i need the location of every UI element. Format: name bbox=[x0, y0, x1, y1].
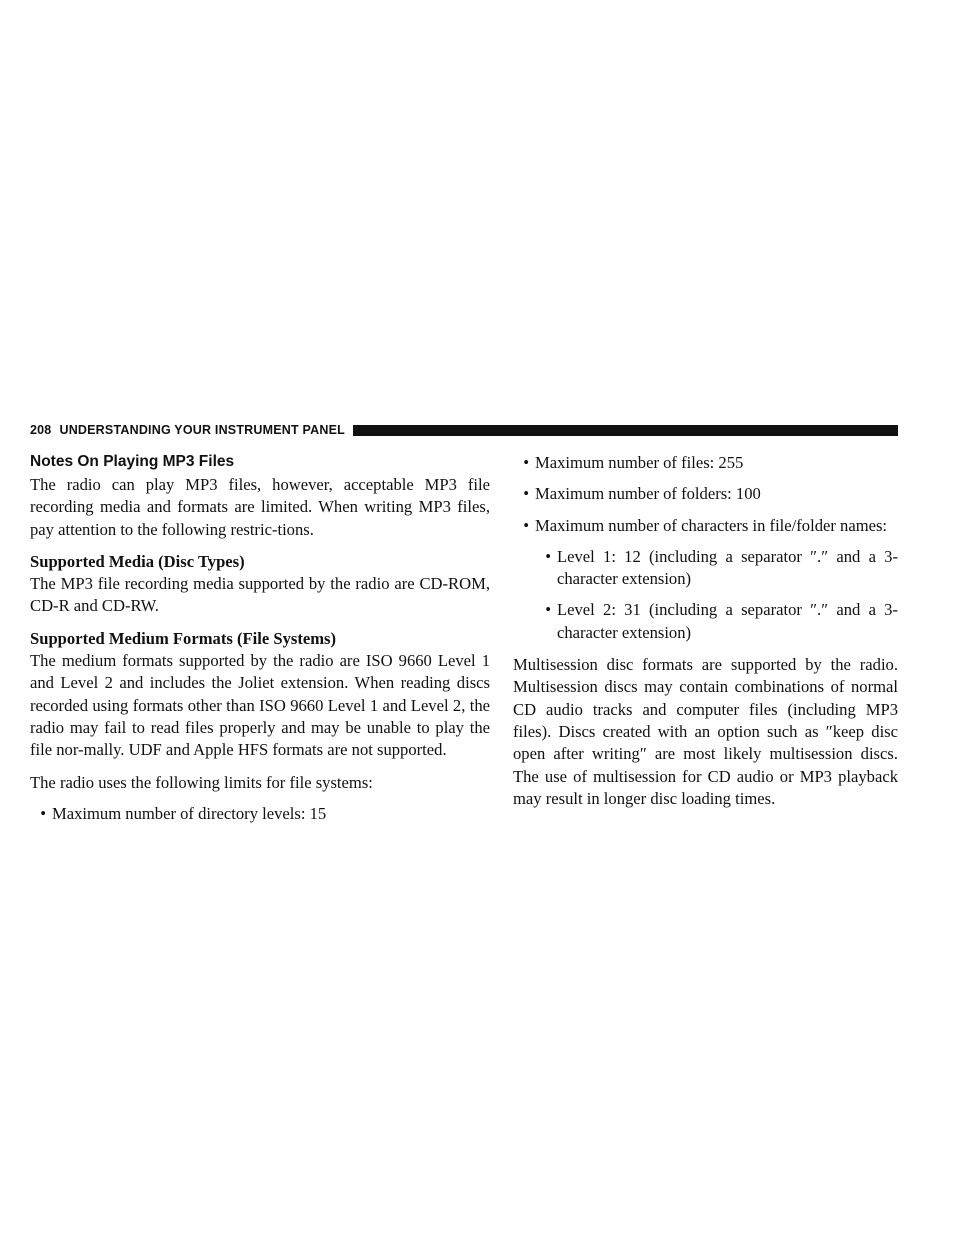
list-item bbox=[535, 599, 898, 644]
bullet-icon: • bbox=[40, 803, 46, 823]
heading-supported-formats: Supported Medium Formats (File Systems) bbox=[30, 628, 337, 648]
list-item bbox=[30, 803, 490, 825]
bullet-folders: Maximum number of folders: 100 bbox=[535, 484, 761, 504]
right-column bbox=[513, 452, 898, 810]
bullet-icon: • bbox=[523, 515, 529, 535]
bullet-icon: • bbox=[545, 600, 551, 620]
limits-intro: The radio uses the following limits for file systems: bbox=[30, 772, 373, 792]
bullet-directory-levels: Maximum number of directory levels: 15 bbox=[52, 803, 327, 823]
page-number: 208 bbox=[30, 423, 52, 437]
page-header bbox=[30, 421, 898, 439]
list-item bbox=[513, 452, 898, 474]
list-item bbox=[513, 483, 898, 505]
heading-supported-media: Supported Media (Disc Types) bbox=[30, 551, 245, 571]
sub-bullet-level-1: Level 1: 12 (including a separator ″.″ and a 3-character extension) bbox=[557, 546, 898, 589]
multisession-paragraph: Multisession disc formats are supported by the radio. Multisession discs may contain combinations of normal CD audio tracks and computer files (including MP3 files). Discs created with an option such as ″keep disc open after writing″ are most likely multisession discs. The use of multisession for CD audio or MP3 playback may result in longer disc loading times. bbox=[513, 655, 898, 808]
media-paragraph: The MP3 file recording media supported by the radio are CD-ROM, CD-R and CD-RW. bbox=[30, 574, 490, 616]
left-column bbox=[30, 452, 490, 825]
header-rule bbox=[353, 425, 898, 436]
heading-notes-mp3: Notes On Playing MP3 Files bbox=[30, 453, 235, 470]
bullet-icon: • bbox=[523, 453, 529, 472]
formats-paragraph: The medium formats supported by the radio are ISO 9660 Level 1 and Level 2 and includes the Joliet extension. When reading discs recorded using formats other than ISO 9660 Level 1 and Level 2, the radio may fail to read files properly and may be unable to play the file nor-mally. UDF and Apple HFS formats are not supported. bbox=[30, 651, 490, 760]
bullet-icon: • bbox=[545, 546, 551, 566]
intro-paragraph: The radio can play MP3 files, however, acceptable MP3 file recording media and formats are limited. When writing MP3 files, pay attention to the following restric-tions. bbox=[30, 475, 490, 539]
list-item bbox=[535, 546, 898, 591]
sub-bullet-level-2: Level 2: 31 (including a separator ″.″ and a 3-character extension) bbox=[557, 600, 898, 642]
bullet-files: Maximum number of files: 255 bbox=[535, 453, 744, 472]
list-item bbox=[513, 515, 898, 537]
section-title: UNDERSTANDING YOUR INSTRUMENT PANEL bbox=[59, 423, 345, 437]
bullet-icon: • bbox=[523, 484, 529, 504]
bullet-characters: Maximum number of characters in file/folder names: bbox=[535, 515, 888, 535]
